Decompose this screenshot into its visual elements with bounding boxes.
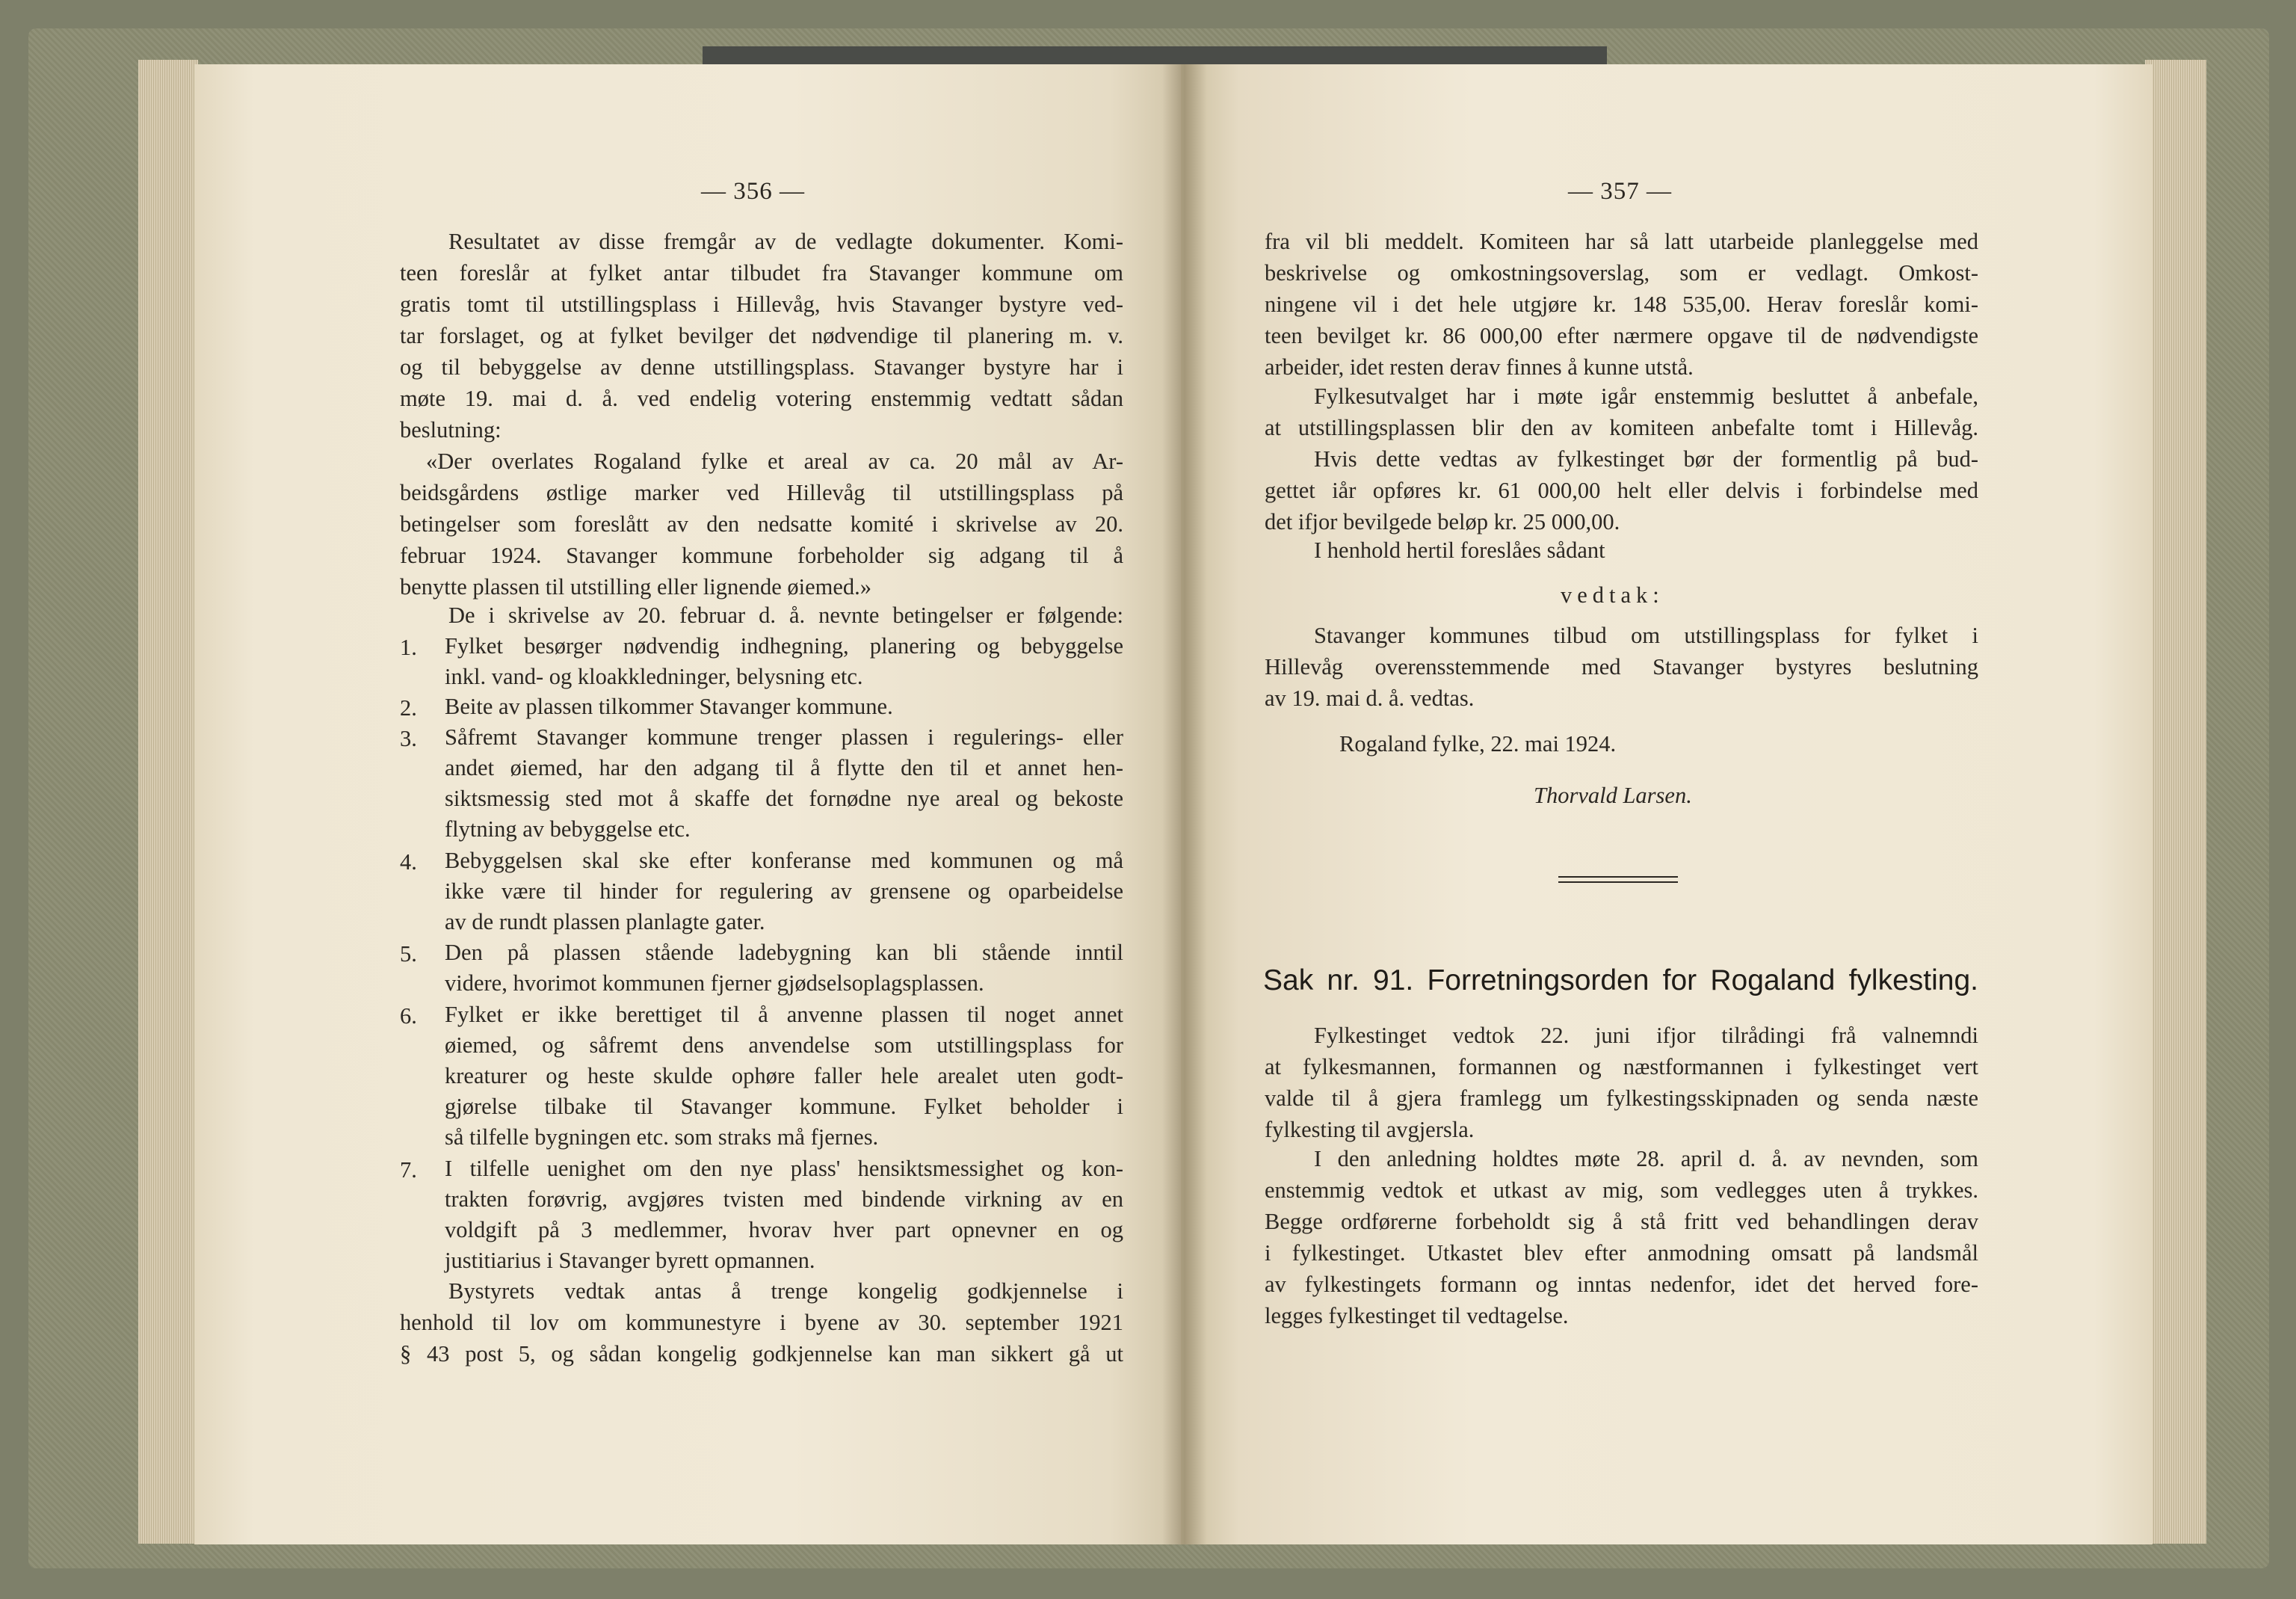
- text-line: legges fylkestinget til vedtagelse.: [1265, 1303, 1569, 1328]
- text-line: beskrivelse og omkostningsoverslag, som er vedlagt. Omkost-: [1265, 260, 1978, 286]
- text-line: februar 1924. Stavanger kommune forbeholder sig adgang til å: [400, 543, 1123, 568]
- item-number: 1.: [400, 635, 417, 660]
- text-line: siktsmessig sted mot å skaffe det fornødne nye areal og bekoste: [445, 786, 1123, 811]
- date-line: Rogaland fylke, 22. mai 1924.: [1339, 731, 1617, 757]
- text-line: teen foreslår at fylket antar tilbudet fra Stavanger kommune om: [400, 260, 1123, 286]
- text-line: at fylkesmannen, formannen og næstformannen i fylkestinget vert: [1265, 1054, 1978, 1079]
- text-line: Fylkestinget vedtok 22. juni ifjor tilrådingi frå valnemndi: [1314, 1023, 1978, 1048]
- text-line: av fylkestingets formann og inntas nedenfor, idet det herved fore-: [1265, 1272, 1978, 1297]
- page-number-right: — 357 —: [1568, 178, 1672, 205]
- text-line: flytning av bebyggelse etc.: [445, 816, 691, 842]
- text-line: Fylket besørger nødvendig indhegning, planering og bebyggelse: [445, 633, 1123, 659]
- text-line: ikke være til hinder for regulering av grensene og oparbeidelse: [445, 878, 1123, 904]
- item-number: 2.: [400, 695, 417, 721]
- item-number: 3.: [400, 726, 417, 751]
- item-number: 4.: [400, 849, 417, 875]
- text-line: andet øiemed, har den adgang til å flytte den til et annet hen-: [445, 755, 1123, 780]
- text-line: fylkesting til avgjersla.: [1265, 1117, 1475, 1142]
- text-line: benytte plassen til utstilling eller lignende øiemed.»: [400, 574, 872, 600]
- text-line: av 19. mai d. å. vedtas.: [1265, 685, 1475, 711]
- resolution-heading: vedtak:: [1561, 582, 1664, 608]
- divider-rule: [1558, 876, 1678, 878]
- item-number: 7.: [400, 1157, 417, 1183]
- text-line: trakten forøvrig, avgjøres tvisten med bindende virkning av en: [445, 1186, 1123, 1212]
- text-line: ningene vil i det hele utgjøre kr. 148 535,00. Herav foreslår komi-: [1265, 292, 1978, 317]
- section-heading: Sak nr. 91. Forretningsorden for Rogaland fylkesting.: [1263, 964, 1978, 996]
- divider-rule: [1558, 881, 1678, 883]
- text-line: Bebyggelsen skal ske efter konferanse med kommunen og må: [445, 848, 1123, 873]
- text-line: Fylkesutvalget har i møte igår enstemmig besluttet å anbefale,: [1314, 383, 1978, 409]
- text-line: Resultatet av disse fremgår av de vedlagte dokumenter. Komi-: [448, 229, 1123, 254]
- text-line: Hvis dette vedtas av fylkestinget bør der formentlig på bud-: [1314, 446, 1978, 472]
- text-line: gettet iår opføres kr. 61 000,00 helt eller delvis i forbindelse med: [1265, 478, 1978, 503]
- text-line: I henhold hertil foreslåes sådant: [1314, 537, 1605, 563]
- text-line: tar forslaget, og at fylket bevilger det nødvendige til planering m. v.: [400, 323, 1123, 348]
- text-line: gratis tomt til utstillingsplass i Hillevåg, hvis Stavanger bystyre ved-: [400, 292, 1123, 317]
- text-line: betingelser som foreslått av den nedsatte komité i skrivelse av 20.: [400, 511, 1123, 537]
- text-line: «Der overlates Rogaland fylke et areal av ca. 20 mål av Ar-: [426, 449, 1123, 474]
- text-line: kreaturer og heste skulde ophøre faller hele arealet uten godt-: [445, 1063, 1123, 1088]
- text-line: justitiarius i Stavanger byrett opmannen.: [445, 1248, 815, 1273]
- text-line: enstemmig vedtok et utkast av mig, som vedlegges uten å trykkes.: [1265, 1177, 1978, 1203]
- text-line: så tilfelle bygningen etc. som straks må fjernes.: [445, 1124, 879, 1150]
- text-line: videre, hvorimot kommunen fjerner gjødselsoplagsplassen.: [445, 970, 984, 996]
- text-line: § 43 post 5, og sådan kongelig godkjennelse kan man sikkert gå ut: [400, 1341, 1123, 1367]
- page-edges-right: [2145, 60, 2206, 1544]
- text-line: møte 19. mai d. å. ved endelig votering enstemmig vedtatt sådan: [400, 386, 1123, 411]
- text-line: Hillevåg overensstemmende med Stavanger bystyres beslutning: [1265, 654, 1978, 680]
- text-line: teen bevilget kr. 86 000,00 efter nærmere opgave til de nødvendigste: [1265, 323, 1978, 348]
- text-line: Bystyrets vedtak antas å trenge kongelig godkjennelse i: [448, 1278, 1123, 1304]
- text-line: og til bebyggelse av denne utstillingsplass. Stavanger bystyre har i: [400, 354, 1123, 380]
- text-line: Beite av plassen tilkommer Stavanger kommune.: [445, 694, 893, 719]
- text-line: Fylket er ikke berettiget til å anvenne plassen til noget annet: [445, 1002, 1123, 1027]
- text-line: Såfremt Stavanger kommune trenger plassen i regulerings- eller: [445, 724, 1123, 750]
- text-line: i fylkestinget. Utkastet blev efter anmodning omsatt på landsmål: [1265, 1240, 1978, 1266]
- text-line: Stavanger kommunes tilbud om utstillingsplass for fylket i: [1314, 623, 1978, 648]
- item-number: 6.: [400, 1003, 417, 1029]
- signature: Thorvald Larsen.: [1534, 783, 1692, 808]
- text-line: inkl. vand- og kloakkledninger, belysning etc.: [445, 664, 863, 689]
- item-number: 5.: [400, 941, 417, 967]
- text-line: fra vil bli meddelt. Komiteen har så latt utarbeide planleggelse med: [1265, 229, 1978, 254]
- text-line: Den på plassen stående ladebygning kan bli stående inntil: [445, 940, 1123, 965]
- text-line: De i skrivelse av 20. februar d. å. nevnte betingelser er følgende:: [448, 603, 1123, 628]
- page-number-left: — 356 —: [701, 178, 805, 205]
- text-line: beidsgårdens østlige marker ved Hillevåg til utstillingsplass på: [400, 480, 1123, 505]
- book-gutter: [1162, 64, 1207, 1544]
- text-line: gjørelse tilbake til Stavanger kommune. Fylket beholder i: [445, 1094, 1123, 1119]
- text-line: av de rundt plassen planlagte gater.: [445, 909, 765, 934]
- text-line: henhold til lov om kommunestyre i byene av 30. september 1921: [400, 1310, 1123, 1335]
- text-line: I den anledning holdtes møte 28. april d. å. av nevnden, som: [1314, 1146, 1978, 1171]
- text-line: valde til å gjera framlegg um fylkestingsskipnaden og senda næste: [1265, 1085, 1978, 1111]
- page-edges-left: [138, 60, 198, 1544]
- text-line: arbeider, idet resten derav finnes å kunne utstå.: [1265, 354, 1694, 380]
- text-line: I tilfelle uenighet om den nye plass' hensiktsmessighet og kon-: [445, 1156, 1123, 1181]
- text-line: Begge ordførerne forbeholdt sig å stå fritt ved behandlingen derav: [1265, 1209, 1978, 1234]
- text-line: beslutning:: [400, 417, 502, 443]
- text-line: det ifjor bevilgede beløp kr. 25 000,00.: [1265, 509, 1620, 534]
- text-line: voldgift på 3 medlemmer, hvorav hver part opnevner en og: [445, 1217, 1123, 1242]
- text-line: at utstillingsplassen blir den av komiteen anbefalte tomt i Hillevåg.: [1265, 415, 1978, 440]
- text-line: øiemed, og såfremt dens anvendelse som utstillingsplass for: [445, 1032, 1123, 1058]
